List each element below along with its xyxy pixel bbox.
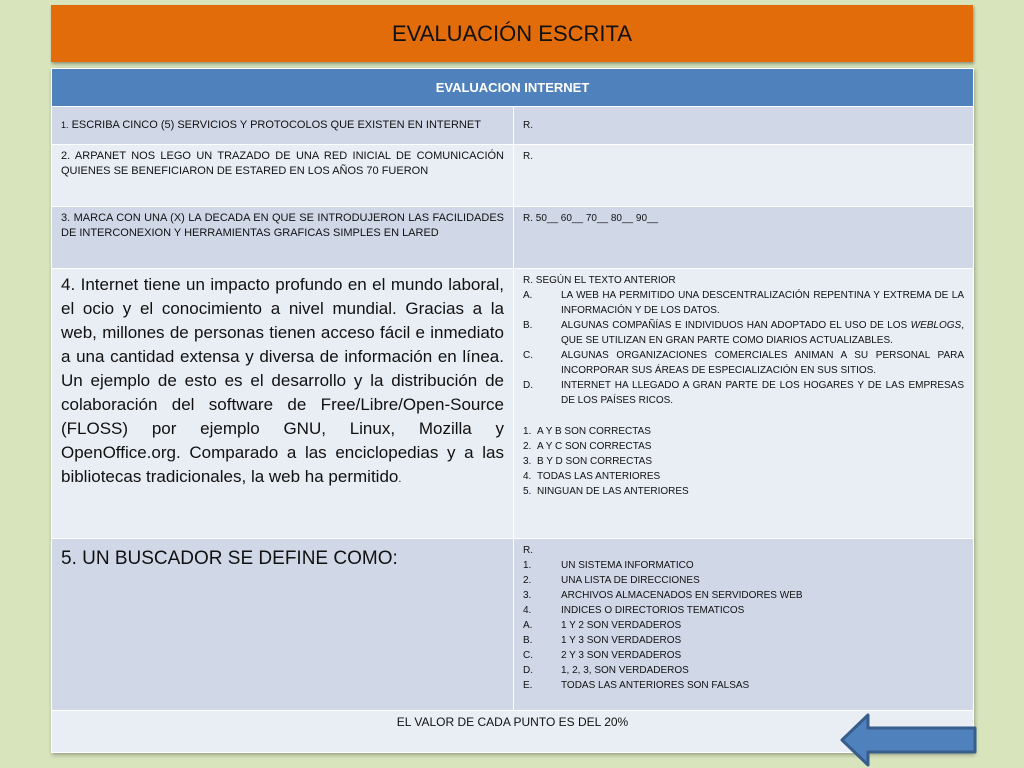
item-4: 4. INDICES O DIRECTORIOS TEMATICOS (523, 605, 745, 616)
question-5: 5. UN BUSCADOR SE DEFINE COMO: (52, 539, 514, 711)
question-1-number: 1. (61, 120, 69, 130)
question-row-2 (52, 145, 974, 207)
option-3[interactable]: 3. B Y D SON CORRECTAS (523, 456, 653, 467)
question-row-1 (52, 107, 974, 145)
option-2[interactable]: 2. A Y C SON CORRECTAS (523, 441, 652, 452)
left-arrow-icon[interactable] (838, 712, 980, 768)
option-1[interactable]: 1. A Y B SON CORRECTAS (523, 426, 651, 437)
statement-a: A. LA WEB HA PERMITIDO UNA DESCENTRALIZACIÓN REPENTINA Y EXTREMA DE LA INFORMACIÓN Y DE LOS DATOS. (523, 290, 965, 316)
statement-d: D. INTERNET HA LLEGADO A GRAN PARTE DE LOS HOGARES Y DE LAS EMPRESAS DE LOS PAÍSES RICOS. (523, 380, 965, 406)
question-1 (52, 107, 514, 145)
question-4-text: 4. Internet tiene un impacto profundo en el mundo laboral, el ocio y el conocimiento a nivel mundial. Gracias a la web, millones de personas tienen acceso fácil e inmediato a una cantidad extensa y diversa de información en línea. Un ejemplo de esto es el desarrollo y la distribución de colaboración del software de Free/Libre/Open-Source (FLOSS) por ejemplo GNU, Linux, Mozilla y OpenOffice.org. Comparado a las enciclopedias y a las bibliotecas tradicionales, la web ha permitido (61, 275, 504, 486)
choice-c[interactable]: C. 2 Y 3 SON VERDADEROS (523, 650, 682, 661)
answer-3[interactable]: R. 50__ 60__ 70__ 80__ 90__ (514, 207, 974, 269)
answer-2[interactable]: R. (514, 145, 974, 207)
item-1: 1. UN SISTEMA INFORMATICO (523, 560, 694, 571)
question-2: 2. ARPANET NOS LEGO UN TRAZADO DE UNA RED INICIAL DE COMUNICACIÓN QUIENES SE BENEFICIARON DE ESTARED EN LOS AÑOS 70 FUERON (52, 145, 514, 207)
choice-d[interactable]: D. 1, 2, 3, SON VERDADEROS (523, 665, 689, 676)
choice-a[interactable]: A. 1 Y 2 SON VERDADEROS (523, 620, 682, 631)
search-engine-option-list (523, 558, 964, 693)
answer-5-title: R. (523, 545, 533, 556)
question-row-4 (52, 269, 974, 539)
question-4-end: . (398, 473, 402, 485)
option-5[interactable]: 5. NINGUAN DE LAS ANTERIORES (523, 486, 689, 497)
quiz-table (51, 68, 974, 753)
answer-1[interactable]: R. (514, 107, 974, 145)
item-2: 2. UNA LISTA DE DIRECCIONES (523, 575, 700, 586)
statement-b: B. ALGUNAS COMPAÑÍAS E INDIVIDUOS HAN ADOPTADO EL USO DE LOS WEBLOGS, QUE SE UTILIZAN EN GRAN PARTE COMO DIARIOS ACTUALIZABLES. (523, 320, 965, 346)
footer-note: EL VALOR DE CADA PUNTO ES DEL 20% (52, 711, 974, 753)
table-header: EVALUACION INTERNET (52, 69, 974, 107)
answer-5 (514, 539, 974, 711)
option-4[interactable]: 4. TODAS LAS ANTERIORES (523, 471, 661, 482)
statement-c: C. ALGUNAS ORGANIZACIONES COMERCIALES ANIMAN A SU PERSONAL PARA INCORPORAR SUS ÁREAS DE ESPECIALIZACIÓN EN SUS SITIOS. (523, 350, 965, 376)
footer-row (52, 711, 974, 753)
answer-4-title: R. SEGÚN EL TEXTO ANTERIOR (523, 275, 676, 286)
choice-b[interactable]: B. 1 Y 3 SON VERDADEROS (523, 635, 682, 646)
question-1-text: ESCRIBA CINCO (5) SERVICIOS Y PROTOCOLOS QUE EXISTEN EN INTERNET (71, 119, 481, 131)
question-row-5 (52, 539, 974, 711)
choice-e[interactable]: E. TODAS LAS ANTERIORES SON FALSAS (523, 680, 750, 691)
slide-title: EVALUACIÓN ESCRITA (51, 5, 973, 62)
answer-4 (514, 269, 974, 539)
statement-list (523, 288, 964, 408)
item-3: 3. ARCHIVOS ALMACENADOS EN SERVIDORES WEB (523, 590, 803, 601)
question-4 (52, 269, 514, 539)
question-3: 3. MARCA CON UNA (X) LA DECADA EN QUE SE INTRODUJERON LAS FACILIDADES DE INTERCONEXION Y HERRAMIENTAS GRAFICAS SIMPLES EN LARED (52, 207, 514, 269)
option-list (523, 424, 964, 499)
question-row-3 (52, 207, 974, 269)
